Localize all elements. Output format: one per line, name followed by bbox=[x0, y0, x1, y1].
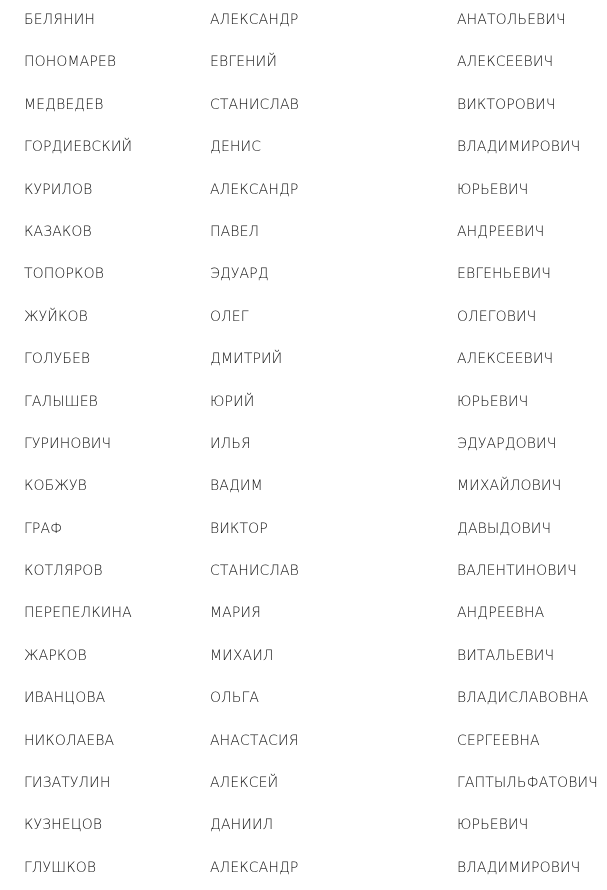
surname-cell: ГРАФ bbox=[24, 520, 63, 537]
surname-cell: КАЗАКОВ bbox=[24, 223, 92, 240]
given-name-cell: АЛЕКСАНДР bbox=[210, 12, 299, 28]
given-name-cell: ОЛЬГА bbox=[210, 690, 260, 707]
list-item bbox=[0, 212, 607, 254]
list-item bbox=[0, 551, 607, 593]
given-name-cell: ЕВГЕНИЙ bbox=[210, 54, 278, 71]
surname-cell: ГУРИНОВИЧ bbox=[24, 435, 112, 452]
surname-cell: МЕДВЕДЕВ bbox=[24, 96, 104, 113]
patronymic-cell: АНДРЕЕВИЧ bbox=[457, 223, 545, 240]
list-item bbox=[0, 339, 607, 381]
patronymic-cell: АЛЕКСЕЕВИЧ bbox=[457, 54, 554, 71]
list-item bbox=[0, 127, 607, 169]
list-item bbox=[0, 382, 607, 424]
given-name-cell: ДМИТРИЙ bbox=[210, 351, 283, 368]
patronymic-cell: ДАВЫДОВИЧ bbox=[457, 520, 552, 537]
patronymic-cell: МИХАЙЛОВИЧ bbox=[457, 478, 562, 495]
surname-cell: ЖАРКОВ bbox=[24, 647, 87, 664]
patronymic-cell: ЭДУАРДОВИЧ bbox=[457, 435, 557, 452]
patronymic-cell: ОЛЕГОВИЧ bbox=[457, 308, 537, 325]
given-name-cell: ВИКТОР bbox=[210, 520, 268, 537]
surname-cell: ГОРДИЕВСКИЙ bbox=[24, 139, 133, 156]
list-item bbox=[0, 805, 607, 847]
list-item bbox=[0, 848, 607, 890]
given-name-cell: СТАНИСЛАВ bbox=[210, 563, 299, 580]
list-item bbox=[0, 636, 607, 678]
patronymic-cell: ГАПТЫЛЬФАТОВИЧ bbox=[457, 775, 598, 792]
given-name-cell: АНАСТАСИЯ bbox=[210, 732, 299, 749]
given-name-cell: МАРИЯ bbox=[210, 605, 261, 622]
patronymic-cell: АНАТОЛЬЕВИЧ bbox=[457, 12, 566, 28]
list-item bbox=[0, 678, 607, 720]
patronymic-cell: СЕРГЕЕВНА bbox=[457, 732, 540, 749]
given-name-cell: АЛЕКСЕЙ bbox=[210, 775, 279, 792]
patronymic-cell: АНДРЕЕВНА bbox=[457, 605, 545, 622]
surname-cell: КОТЛЯРОВ bbox=[24, 563, 103, 580]
given-name-cell: ПАВЕЛ bbox=[210, 223, 260, 240]
given-name-cell: ЭДУАРД bbox=[210, 266, 269, 283]
list-item bbox=[0, 466, 607, 508]
list-item bbox=[0, 297, 607, 339]
patronymic-cell: ВЛАДИМИРОВИЧ bbox=[457, 859, 581, 876]
list-item bbox=[0, 85, 607, 127]
list-item bbox=[0, 0, 607, 42]
surname-cell: КУРИЛОВ bbox=[24, 181, 93, 198]
list-item bbox=[0, 763, 607, 805]
list-item bbox=[0, 721, 607, 763]
given-name-cell: ВАДИМ bbox=[210, 478, 263, 495]
given-name-cell: ИЛЬЯ bbox=[210, 435, 251, 452]
patronymic-cell: АЛЕКСЕЕВИЧ bbox=[457, 351, 554, 368]
list-item bbox=[0, 509, 607, 551]
surname-cell: БЕЛЯНИН bbox=[24, 12, 96, 28]
patronymic-cell: ВИТАЛЬЕВИЧ bbox=[457, 647, 555, 664]
patronymic-cell: ЕВГЕНЬЕВИЧ bbox=[457, 266, 551, 283]
surname-cell: ЖУЙКОВ bbox=[24, 308, 88, 325]
surname-cell: ПОНОМАРЕВ bbox=[24, 54, 117, 71]
list-item bbox=[0, 42, 607, 84]
surname-cell: ГЛУШКОВ bbox=[24, 859, 97, 876]
list-item bbox=[0, 170, 607, 212]
patronymic-cell: ВАЛЕНТИНОВИЧ bbox=[457, 563, 577, 580]
given-name-cell: АЛЕКСАНДР bbox=[210, 181, 299, 198]
surname-cell: КУЗНЕЦОВ bbox=[24, 817, 103, 834]
given-name-cell: ОЛЕГ bbox=[210, 308, 249, 325]
given-name-cell: ЮРИЙ bbox=[210, 393, 255, 410]
list-item bbox=[0, 424, 607, 466]
given-name-cell: ДЕНИС bbox=[210, 139, 262, 156]
list-item bbox=[0, 593, 607, 635]
patronymic-cell: ВЛАДИМИРОВИЧ bbox=[457, 139, 581, 156]
surname-cell: ГАЛЫШЕВ bbox=[24, 393, 98, 410]
patronymic-cell: ЮРЬЕВИЧ bbox=[457, 393, 529, 410]
patronymic-cell: ЮРЬЕВИЧ bbox=[457, 181, 529, 198]
given-name-cell: СТАНИСЛАВ bbox=[210, 96, 299, 113]
surname-cell: НИКОЛАЕВА bbox=[24, 732, 115, 749]
patronymic-cell: ЮРЬЕВИЧ bbox=[457, 817, 529, 834]
given-name-cell: АЛЕКСАНДР bbox=[210, 859, 299, 876]
surname-cell: ТОПОРКОВ bbox=[24, 266, 104, 283]
patronymic-cell: ВИКТОРОВИЧ bbox=[457, 96, 556, 113]
patronymic-cell: ВЛАДИСЛАВОВНА bbox=[457, 690, 589, 707]
surname-cell: ПЕРЕПЕЛКИНА bbox=[24, 605, 132, 622]
surname-cell: КОБЖУВ bbox=[24, 478, 87, 495]
surname-cell: ГОЛУБЕВ bbox=[24, 351, 91, 368]
given-name-cell: МИХАИЛ bbox=[210, 647, 274, 664]
given-name-cell: ДАНИИЛ bbox=[210, 817, 274, 834]
list-item bbox=[0, 254, 607, 296]
surname-cell: ИВАНЦОВА bbox=[24, 690, 106, 707]
surname-cell: ГИЗАТУЛИН bbox=[24, 775, 111, 792]
